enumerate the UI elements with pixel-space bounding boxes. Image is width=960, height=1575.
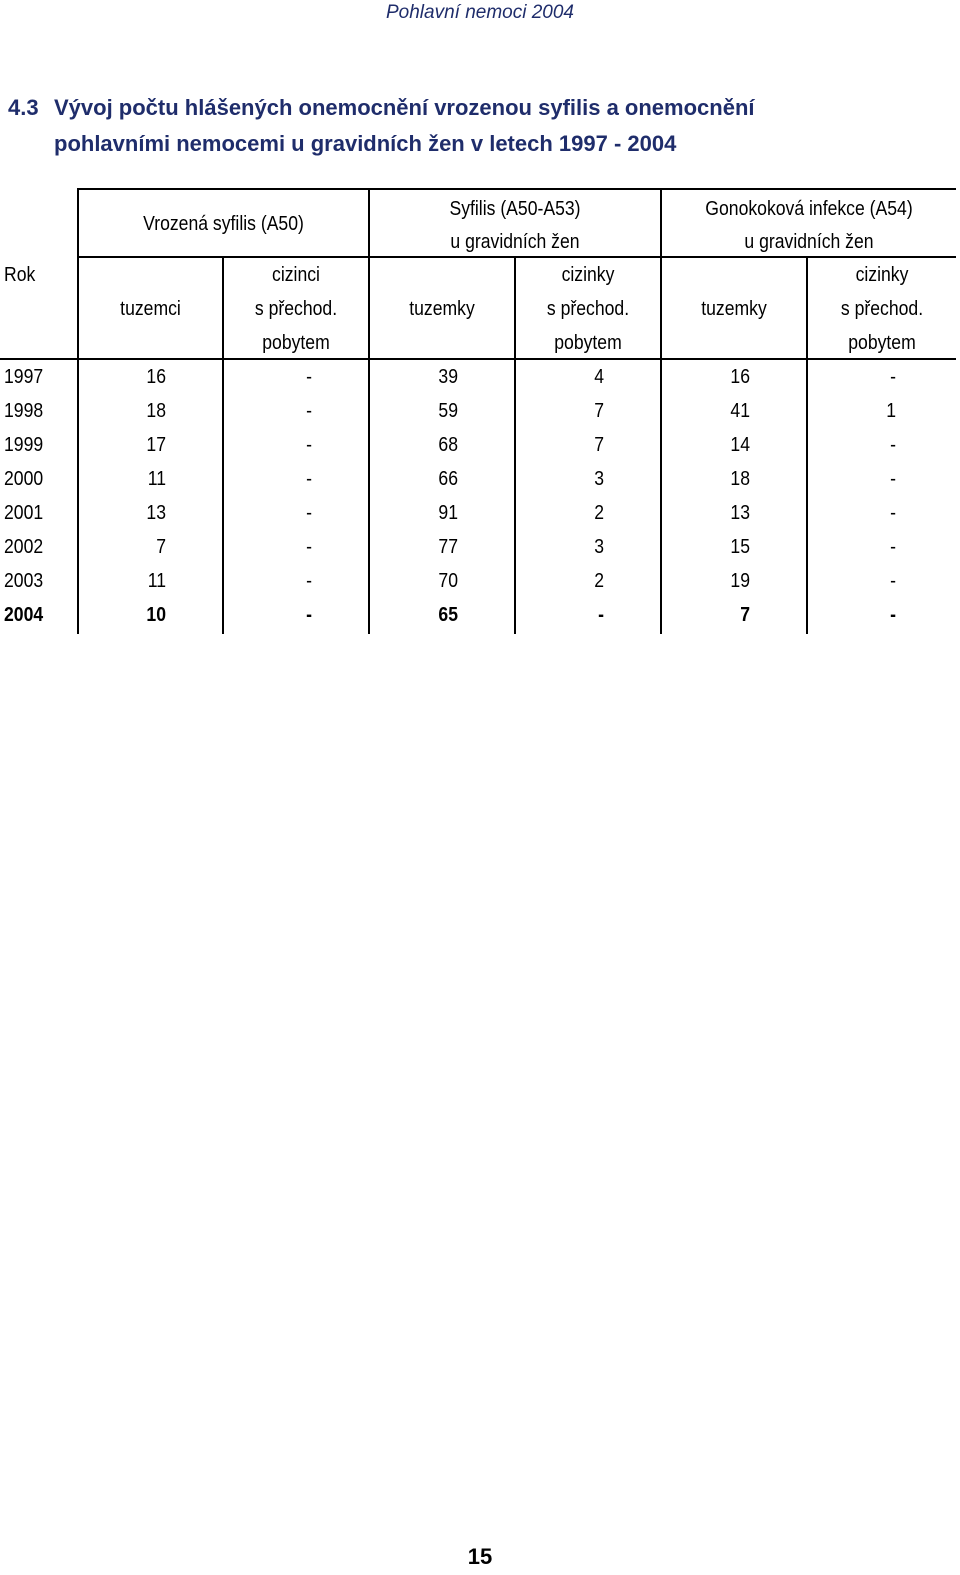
- header-cizinky-syfilis-3: pobytem: [554, 332, 622, 354]
- table-cell: 3: [594, 468, 604, 490]
- column-divider: [77, 188, 79, 634]
- table-cell: 39: [438, 366, 458, 388]
- table-cell: -: [890, 468, 896, 490]
- group-header-syfilis: Syfilis (A50-A53): [449, 198, 581, 220]
- table-cell: 7: [594, 400, 604, 422]
- column-divider: [660, 188, 662, 634]
- table-cell: 13: [730, 502, 750, 524]
- header-cizinky-syfilis-1: cizinky: [561, 264, 615, 286]
- table-cell: 10: [146, 604, 166, 626]
- table-cell: -: [890, 434, 896, 456]
- table-cell-year: 2004: [4, 604, 44, 626]
- table-cell-year: 2003: [4, 570, 44, 592]
- table-cell: -: [306, 468, 312, 490]
- table-cell-year: 2001: [4, 502, 44, 524]
- table-cell-year: 1997: [4, 366, 44, 388]
- table-cell-year: 2002: [4, 536, 44, 558]
- header-cizinci-2: s přechod.: [254, 298, 338, 320]
- table-cell: -: [890, 366, 896, 388]
- table-cell: 3: [594, 536, 604, 558]
- table-cell: -: [890, 502, 896, 524]
- table-cell: 2: [594, 502, 604, 524]
- header-rok: Rok: [4, 264, 36, 286]
- header-tuzemci: tuzemci: [120, 298, 181, 320]
- header-cizinky-gono-1: cizinky: [855, 264, 909, 286]
- table-cell: -: [306, 536, 312, 558]
- group-header-syfilis-sub: u gravidních žen: [450, 231, 580, 253]
- section-heading: [8, 90, 948, 162]
- table-cell: 13: [146, 502, 166, 524]
- column-divider: [806, 256, 808, 634]
- table-cell: -: [890, 604, 896, 626]
- table-cell: 16: [146, 366, 166, 388]
- running-head: Pohlavní nemoci 2004: [385, 2, 574, 23]
- table-cell: -: [306, 502, 312, 524]
- table-cell: 7: [740, 604, 750, 626]
- table-cell: 11: [147, 468, 166, 490]
- table-cell: 77: [438, 536, 458, 558]
- table-cell: 2: [594, 570, 604, 592]
- table-cell: 18: [146, 400, 166, 422]
- group-header-rule: [78, 256, 956, 258]
- table-cell: -: [306, 400, 312, 422]
- table-cell: 14: [730, 434, 750, 456]
- table-cell-year: 1999: [4, 434, 44, 456]
- heading-text-1: Vývoj počtu hlášených onemocnění vrozenou syfilis a onemocnění: [54, 95, 755, 120]
- table-cell: -: [306, 570, 312, 592]
- table-cell: 1: [886, 400, 896, 422]
- table-cell: -: [890, 536, 896, 558]
- header-cizinci-1: cizinci: [272, 264, 320, 286]
- table-cell: 7: [156, 536, 166, 558]
- table-cell: -: [306, 366, 312, 388]
- heading-line-2: pohlavními nemocemi u gravidních žen v letech 1997 - 2004: [54, 131, 677, 156]
- column-divider: [368, 188, 370, 634]
- table-cell: -: [306, 604, 312, 626]
- table-cell: 65: [438, 604, 458, 626]
- table-cell: 68: [438, 434, 458, 456]
- table-top-rule: [78, 188, 956, 190]
- header-cizinky-syfilis-2: s přechod.: [546, 298, 630, 320]
- table-cell: -: [598, 604, 604, 626]
- table-cell: 7: [594, 434, 604, 456]
- column-divider: [514, 256, 516, 634]
- table-cell: 41: [730, 400, 750, 422]
- table-cell: 91: [438, 502, 458, 524]
- header-bottom-rule: [0, 358, 956, 360]
- table-cell-year: 1998: [4, 400, 44, 422]
- group-header-gonokokova-sub: u gravidních žen: [744, 231, 874, 253]
- group-header-vrozena: Vrozená syfilis (A50): [143, 213, 304, 235]
- table-cell: 17: [146, 434, 166, 456]
- header-cizinky-gono-3: pobytem: [848, 332, 916, 354]
- page-number: 15: [467, 1544, 493, 1569]
- table-cell: 4: [594, 366, 604, 388]
- table-cell: 19: [730, 570, 750, 592]
- header-cizinci-3: pobytem: [262, 332, 330, 354]
- table-cell: 18: [730, 468, 750, 490]
- table-cell: 59: [438, 400, 458, 422]
- header-cizinky-gono-2: s přechod.: [840, 298, 924, 320]
- column-divider: [222, 256, 224, 634]
- header-tuzemky-gono: tuzemky: [701, 298, 767, 320]
- table-cell: 16: [730, 366, 750, 388]
- section-number: 4.3: [8, 95, 39, 120]
- table-cell-year: 2000: [4, 468, 44, 490]
- heading-line-1: [8, 90, 948, 126]
- table-cell: 15: [730, 536, 750, 558]
- table-cell: 70: [438, 570, 458, 592]
- header-tuzemky-syfilis: tuzemky: [409, 298, 475, 320]
- table-cell: -: [306, 434, 312, 456]
- group-header-gonokokova: Gonokoková infekce (A54): [705, 198, 913, 220]
- table-cell: 66: [438, 468, 458, 490]
- table-cell: 11: [147, 570, 166, 592]
- data-table: [0, 188, 956, 634]
- table-cell: -: [890, 570, 896, 592]
